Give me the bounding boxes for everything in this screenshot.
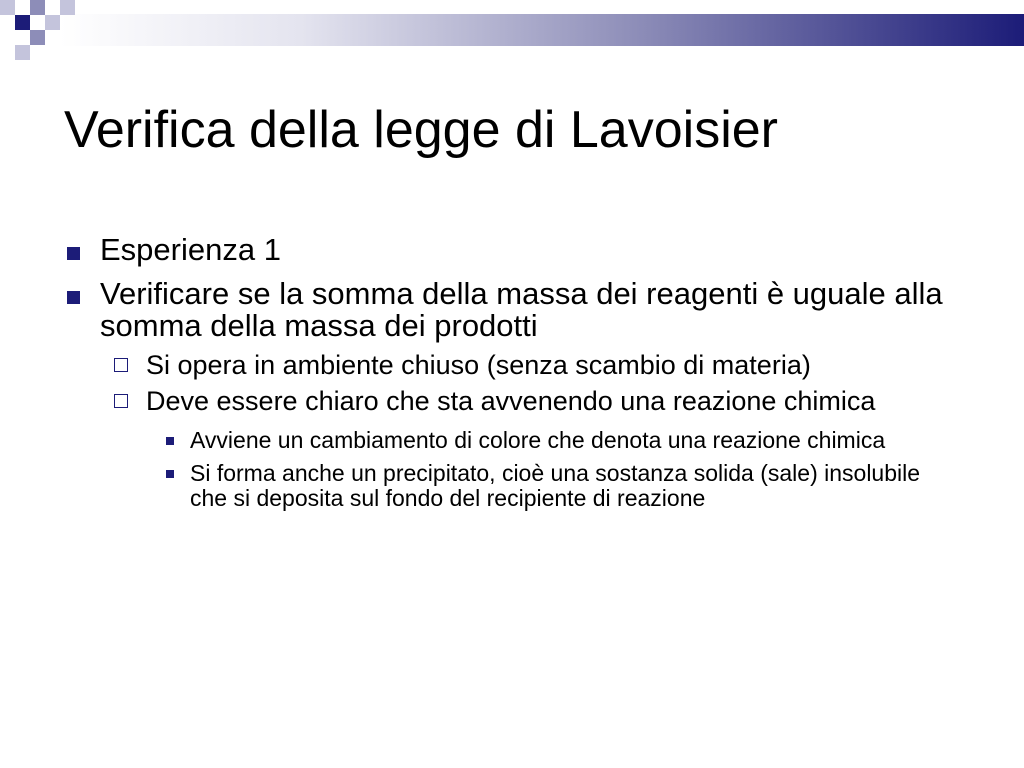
- sub-sub-bullet-text: Avviene un cambiamento di colore che denota una reazione chimica: [190, 427, 886, 453]
- hollow-square-bullet-icon: [114, 394, 128, 408]
- sub-bullet-item: [62, 350, 962, 380]
- sub-bullet-item: [62, 386, 962, 416]
- deco-square: [0, 0, 15, 15]
- deco-square: [15, 45, 30, 60]
- slide-title: Verifica della legge di Lavoisier: [64, 101, 778, 159]
- deco-square: [30, 0, 45, 15]
- bullet-text: Verificare se la somma della massa dei reagenti è uguale alla somma della massa dei prodotti: [100, 276, 943, 343]
- gradient-band: [60, 14, 1024, 46]
- bullet-square-icon: [67, 247, 80, 260]
- hollow-square-bullet-icon: [114, 358, 128, 372]
- bullet-item: [62, 234, 962, 266]
- small-square-bullet-icon: [166, 470, 174, 478]
- sub-sub-bullet-text: Si forma anche un precipitato, cioè una sostanza solida (sale) insolubile che si deposita sul fondo del recipiente di reazione: [190, 460, 921, 511]
- deco-square: [45, 15, 60, 30]
- deco-square: [15, 15, 30, 30]
- header-decoration: [0, 0, 1024, 70]
- bullet-square-icon: [67, 291, 80, 304]
- sub-sub-bullet-item: [62, 461, 962, 511]
- slide-body: [62, 234, 962, 519]
- deco-square: [30, 30, 45, 45]
- sub-sub-bullet-item: [62, 428, 962, 453]
- bullet-text: Esperienza 1: [100, 232, 281, 267]
- sub-bullet-text: Deve essere chiaro che sta avvenendo una reazione chimica: [146, 386, 876, 416]
- deco-square: [60, 0, 75, 15]
- bullet-item: [62, 278, 962, 342]
- sub-bullet-text: Si opera in ambiente chiuso (senza scambio di materia): [146, 350, 811, 380]
- small-square-bullet-icon: [166, 437, 174, 445]
